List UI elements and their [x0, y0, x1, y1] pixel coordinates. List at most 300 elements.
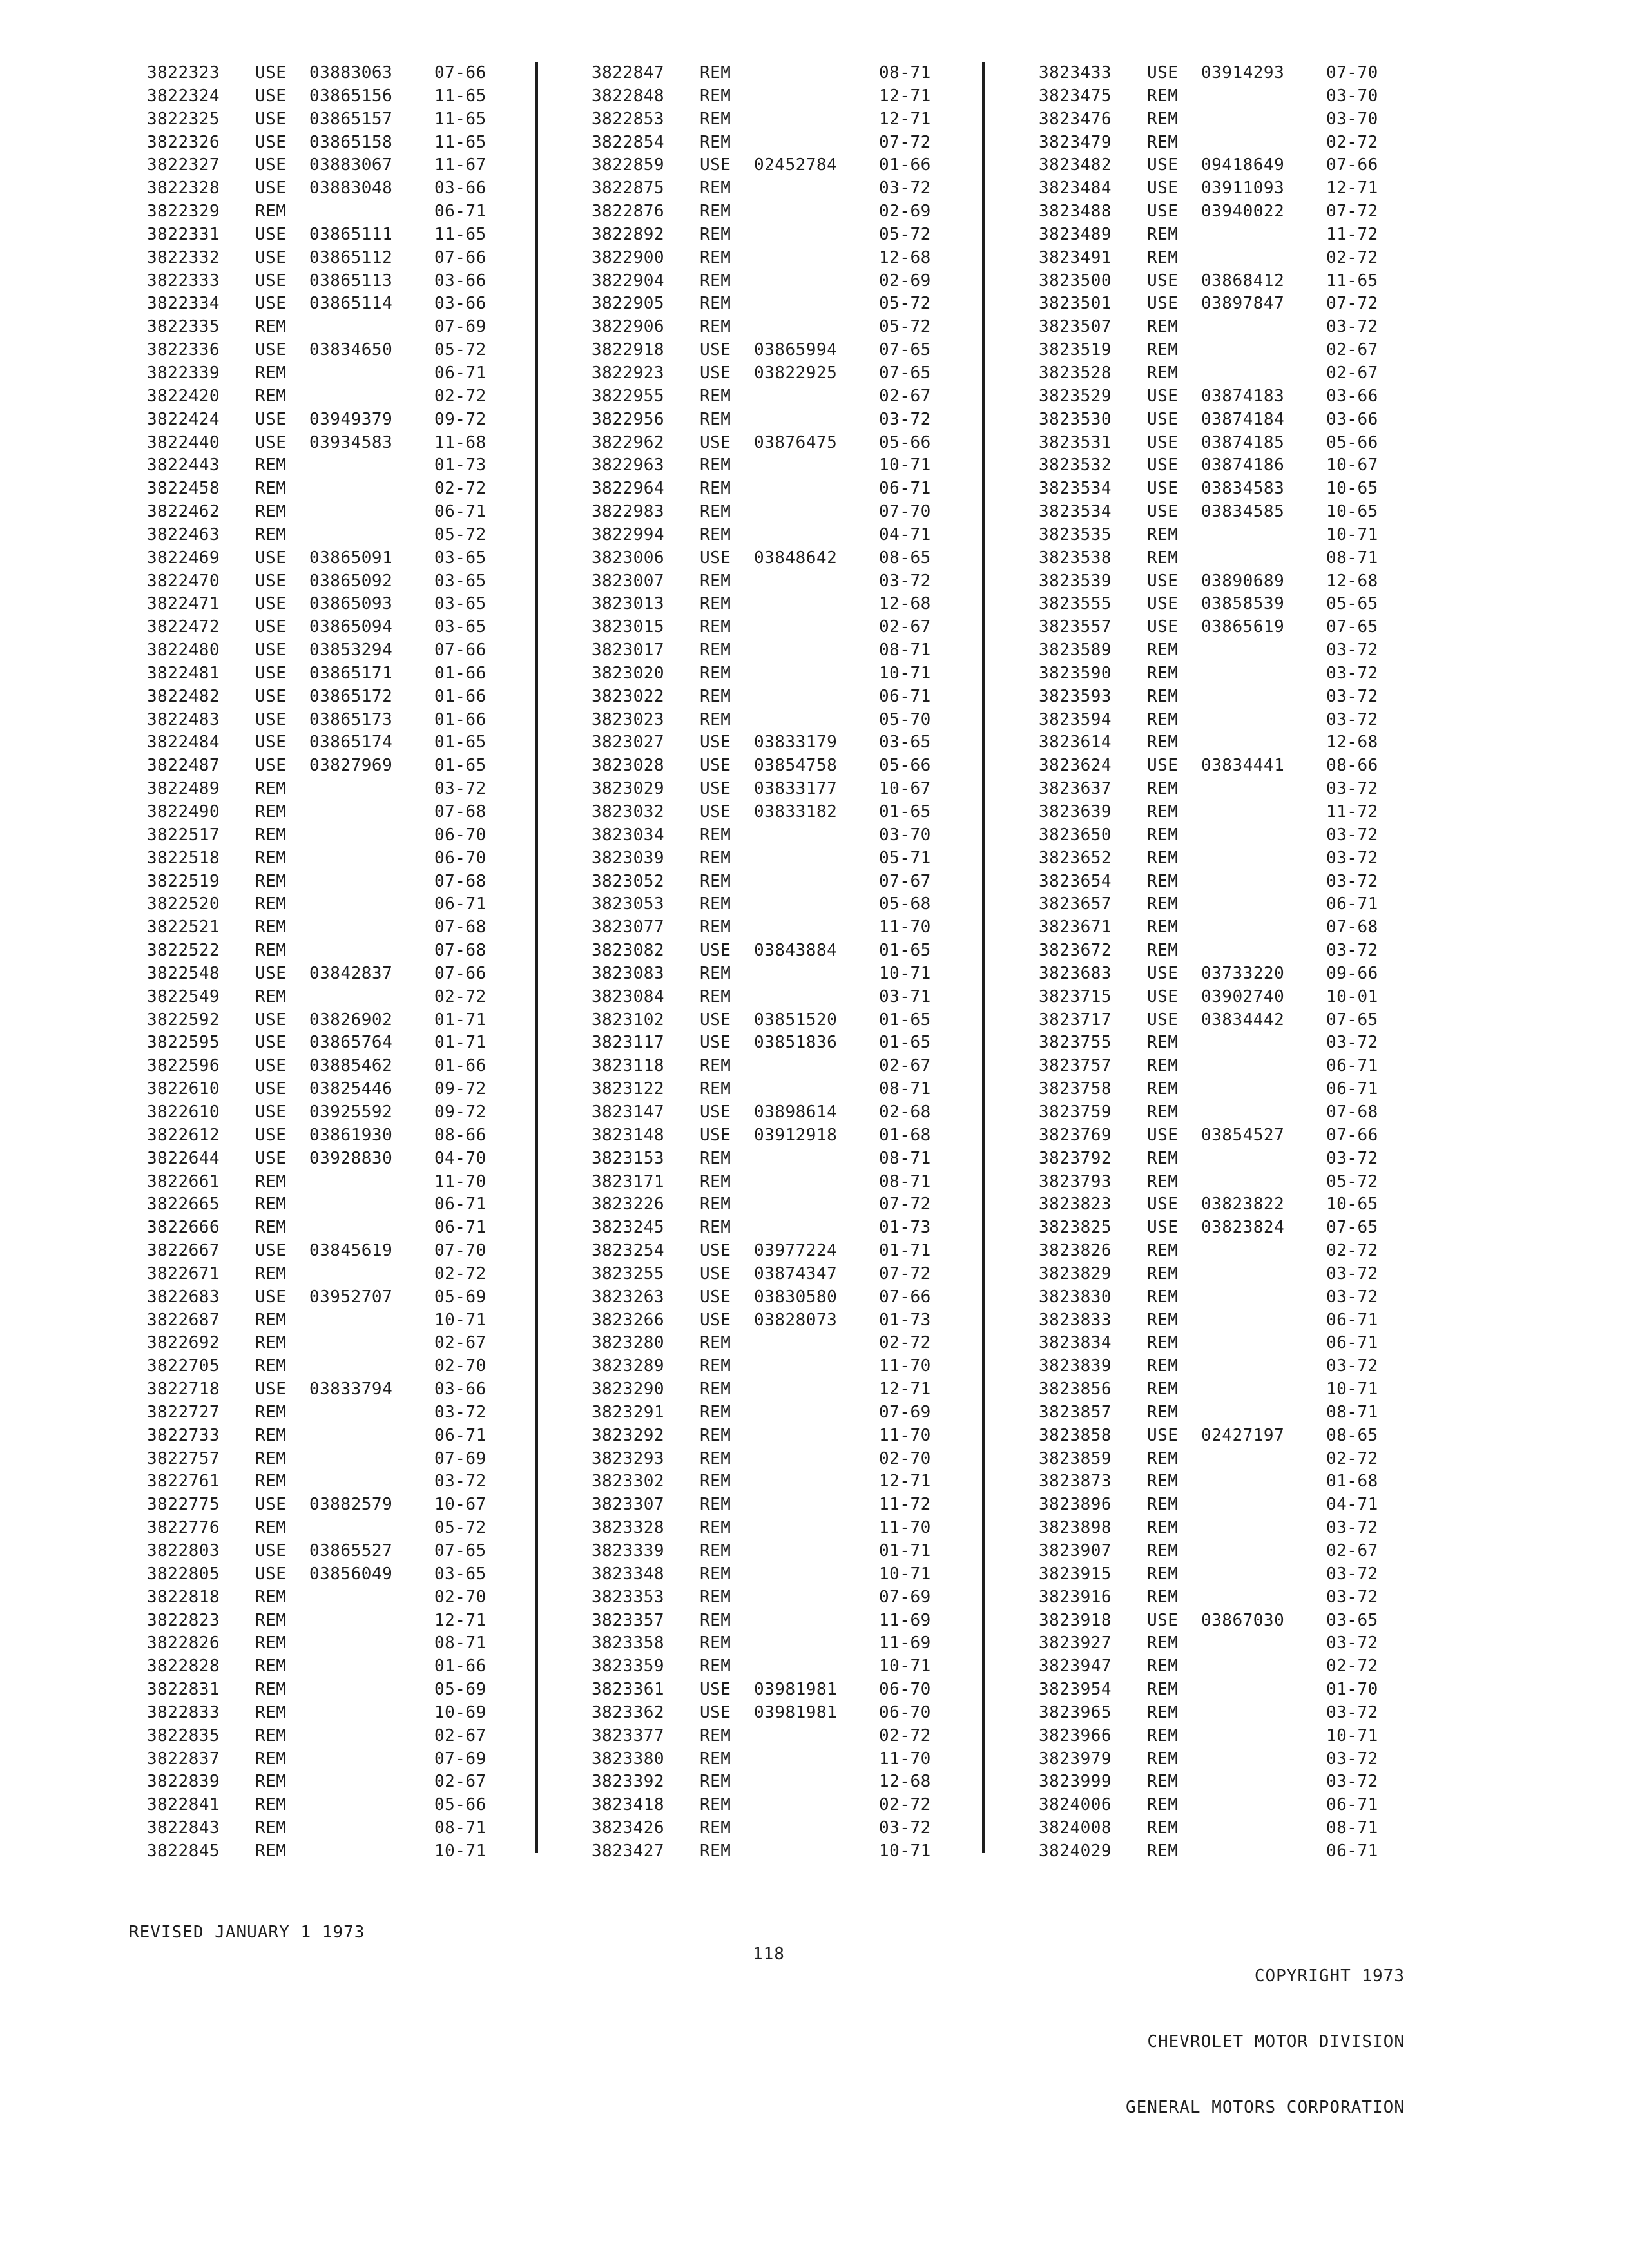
part-number: 3822757: [147, 1448, 220, 1468]
part-number: 3822859: [592, 155, 665, 175]
date-code: 08-71: [879, 1171, 931, 1191]
part-number: 3823671: [1039, 918, 1112, 937]
replacement-part: 03833182: [754, 802, 838, 822]
action-code: USE: [1147, 479, 1179, 499]
part-number: 3823947: [1039, 1657, 1112, 1677]
part-number: 3822458: [147, 479, 220, 499]
date-code: 03-72: [1326, 871, 1378, 891]
date-code: 04-71: [879, 524, 931, 544]
part-number: 3823433: [1039, 63, 1112, 82]
table-row: [1039, 1309, 1412, 1332]
table-row: [592, 154, 965, 177]
action-code: REM: [700, 132, 731, 152]
table-row: [147, 293, 521, 316]
date-code: 07-69: [434, 317, 487, 337]
action-code: REM: [255, 202, 287, 222]
action-code: USE: [255, 340, 287, 360]
date-code: 02-72: [434, 1264, 487, 1283]
action-code: USE: [1147, 178, 1179, 198]
date-code: 10-71: [1326, 1725, 1378, 1745]
date-code: 06-71: [879, 686, 931, 706]
replacement-part: 03834585: [1201, 502, 1285, 522]
part-number: 3823528: [1039, 363, 1112, 383]
date-code: 10-67: [434, 1495, 487, 1515]
part-number: 3822612: [147, 1125, 220, 1145]
date-code: 08-71: [1326, 1402, 1378, 1422]
date-code: 03-65: [879, 733, 931, 753]
date-code: 08-65: [1326, 1425, 1378, 1445]
date-code: 05-72: [434, 1518, 487, 1538]
action-code: REM: [700, 1356, 731, 1376]
action-code: USE: [1147, 617, 1179, 637]
action-code: REM: [700, 963, 731, 983]
action-code: REM: [1147, 733, 1179, 753]
action-code: USE: [700, 548, 731, 568]
action-code: REM: [1147, 524, 1179, 544]
part-number: 3822983: [592, 502, 665, 522]
date-code: 02-70: [434, 1587, 487, 1607]
table-row: [147, 1401, 521, 1425]
part-number: 3823254: [592, 1241, 665, 1261]
replacement-part: 03865619: [1201, 617, 1285, 637]
action-code: REM: [255, 456, 287, 476]
replacement-part: 03733220: [1201, 963, 1285, 983]
date-code: 07-65: [434, 1541, 487, 1561]
action-code: REM: [700, 825, 731, 845]
date-code: 06-70: [879, 1702, 931, 1722]
action-code: REM: [700, 1333, 731, 1353]
date-code: 08-66: [1326, 756, 1378, 776]
part-number: 3823357: [592, 1610, 665, 1630]
table-row: [147, 316, 521, 339]
action-code: REM: [1147, 1033, 1179, 1053]
date-code: 02-67: [879, 617, 931, 637]
part-number: 3823966: [1039, 1725, 1112, 1745]
action-code: REM: [1147, 894, 1179, 914]
table-row: [592, 1078, 965, 1101]
action-code: REM: [255, 1749, 287, 1769]
replacement-part: 03833794: [309, 1379, 393, 1399]
part-number: 3822443: [147, 456, 220, 476]
action-code: REM: [255, 1310, 287, 1330]
date-code: 10-71: [434, 1310, 487, 1330]
date-code: 02-69: [879, 202, 931, 222]
date-code: 06-71: [1326, 1079, 1378, 1099]
part-number: 3822666: [147, 1218, 220, 1238]
action-code: REM: [1147, 340, 1179, 360]
table-row: [592, 1332, 965, 1355]
part-number: 3823916: [1039, 1587, 1112, 1607]
action-code: REM: [255, 1195, 287, 1215]
action-code: REM: [700, 1056, 731, 1076]
table-row: [1039, 1378, 1412, 1401]
action-code: REM: [1147, 918, 1179, 937]
table-row: [1039, 916, 1412, 939]
action-code: USE: [1147, 456, 1179, 476]
table-row: [1039, 1101, 1412, 1124]
replacement-part: 03865091: [309, 548, 393, 568]
table-row: [592, 1309, 965, 1332]
action-code: USE: [700, 155, 731, 175]
part-number: 3822876: [592, 202, 665, 222]
action-code: USE: [1147, 1010, 1179, 1030]
part-number: 3822761: [147, 1472, 220, 1492]
part-number: 3822848: [592, 86, 665, 106]
date-code: 07-68: [1326, 918, 1378, 937]
part-number: 3822471: [147, 594, 220, 614]
date-code: 02-72: [434, 986, 487, 1006]
action-code: USE: [255, 1010, 287, 1030]
action-code: REM: [700, 1518, 731, 1538]
table-row: [592, 593, 965, 616]
date-code: 02-70: [434, 1356, 487, 1376]
table-row: [1039, 893, 1412, 916]
action-code: REM: [1147, 825, 1179, 845]
date-code: 02-70: [879, 1448, 931, 1468]
date-code: 10-71: [434, 1841, 487, 1861]
action-code: REM: [700, 1195, 731, 1215]
table-row: [592, 893, 965, 916]
table-row: [147, 1494, 521, 1517]
table-row: [147, 1101, 521, 1124]
corporation-line: GENERAL MOTORS CORPORATION: [1126, 2098, 1405, 2117]
table-row: [147, 824, 521, 847]
part-number: 3823589: [1039, 640, 1112, 660]
table-row: [592, 616, 965, 639]
table-row: [1039, 547, 1412, 570]
action-code: REM: [1147, 1587, 1179, 1607]
table-row: [147, 1840, 521, 1863]
part-number: 3822826: [147, 1633, 220, 1653]
date-code: 11-72: [1326, 224, 1378, 244]
action-code: USE: [1147, 294, 1179, 314]
action-code: REM: [255, 1610, 287, 1630]
part-number: 3823534: [1039, 479, 1112, 499]
part-number: 3822596: [147, 1056, 220, 1076]
part-number: 3822329: [147, 202, 220, 222]
action-code: USE: [255, 548, 287, 568]
replacement-part: 03883048: [309, 178, 393, 198]
date-code: 07-65: [879, 363, 931, 383]
action-code: USE: [255, 1379, 287, 1399]
action-code: REM: [700, 1564, 731, 1584]
action-code: USE: [700, 733, 731, 753]
action-code: REM: [1147, 1333, 1179, 1353]
part-number: 3822323: [147, 63, 220, 82]
action-code: USE: [700, 1264, 731, 1283]
date-code: 10-71: [879, 963, 931, 983]
part-number: 3823825: [1039, 1218, 1112, 1238]
part-number: 3823266: [592, 1310, 665, 1330]
date-code: 03-72: [434, 1472, 487, 1492]
part-number: 3822904: [592, 271, 665, 291]
action-code: REM: [1147, 1541, 1179, 1561]
action-code: USE: [255, 132, 287, 152]
table-row: [147, 893, 521, 916]
date-code: 01-65: [434, 733, 487, 753]
part-number: 3822332: [147, 247, 220, 267]
table-row: [592, 1563, 965, 1586]
table-row: [592, 916, 965, 939]
table-row: [592, 200, 965, 224]
table-row: [1039, 85, 1412, 108]
replacement-part: 03865156: [309, 86, 393, 106]
part-number: 3823117: [592, 1033, 665, 1053]
table-row: [1039, 801, 1412, 824]
table-row: [147, 686, 521, 709]
action-code: REM: [700, 63, 731, 82]
table-row: [592, 801, 965, 824]
table-row: [147, 731, 521, 754]
part-number: 3822481: [147, 663, 220, 683]
part-number: 3823290: [592, 1379, 665, 1399]
date-code: 05-69: [434, 1680, 487, 1700]
action-code: REM: [700, 224, 731, 244]
date-code: 03-72: [1326, 663, 1378, 683]
table-row: [1039, 616, 1412, 639]
action-code: REM: [255, 363, 287, 383]
date-code: 03-66: [434, 271, 487, 291]
replacement-part: 03842837: [309, 963, 393, 983]
part-number: 3823426: [592, 1818, 665, 1838]
action-code: USE: [700, 1125, 731, 1145]
table-row: [592, 293, 965, 316]
date-code: 03-72: [1326, 1148, 1378, 1168]
table-row: [1039, 1401, 1412, 1425]
action-code: REM: [1147, 871, 1179, 891]
part-number: 3823529: [1039, 386, 1112, 406]
part-number: 3823022: [592, 686, 665, 706]
replacement-part: 03823822: [1201, 1195, 1285, 1215]
table-row: [592, 1494, 965, 1517]
date-code: 08-71: [879, 1079, 931, 1099]
table-row: [1039, 1725, 1412, 1748]
table-row: [1039, 939, 1412, 963]
part-number: 3822900: [592, 247, 665, 267]
part-number: 3822843: [147, 1818, 220, 1838]
action-code: USE: [1147, 1425, 1179, 1445]
replacement-part: 03858539: [1201, 594, 1285, 614]
date-code: 10-01: [1326, 986, 1378, 1006]
replacement-part: 03865527: [309, 1541, 393, 1561]
date-code: 11-65: [1326, 271, 1378, 291]
replacement-part: 03882579: [309, 1495, 393, 1515]
table-row: [592, 847, 965, 870]
part-number: 3822918: [592, 340, 665, 360]
date-code: 03-72: [1326, 1356, 1378, 1376]
part-number: 3823488: [1039, 202, 1112, 222]
action-code: USE: [255, 409, 287, 429]
action-code: REM: [700, 1079, 731, 1099]
action-code: USE: [1147, 63, 1179, 82]
table-row: [592, 1378, 965, 1401]
part-number: 3823226: [592, 1195, 665, 1215]
action-code: USE: [700, 340, 731, 360]
action-code: REM: [1147, 686, 1179, 706]
table-row: [147, 1078, 521, 1101]
date-code: 11-70: [879, 1749, 931, 1769]
table-row: [592, 1101, 965, 1124]
table-row: [592, 247, 965, 270]
table-row: [147, 1032, 521, 1055]
action-code: USE: [700, 756, 731, 776]
date-code: 07-69: [879, 1402, 931, 1422]
table-row: [592, 385, 965, 408]
action-code: USE: [1147, 202, 1179, 222]
date-code: 07-68: [434, 941, 487, 961]
part-number: 3823377: [592, 1725, 665, 1745]
date-code: 11-70: [879, 1425, 931, 1445]
replacement-part: 03834650: [309, 340, 393, 360]
table-row: [147, 1425, 521, 1448]
date-code: 05-68: [879, 894, 931, 914]
date-code: 01-65: [879, 1033, 931, 1053]
action-code: USE: [700, 941, 731, 961]
date-code: 08-71: [1326, 1818, 1378, 1838]
date-code: 03-72: [1326, 1518, 1378, 1538]
parts-column-3: [1039, 62, 1412, 1863]
table-row: [147, 1678, 521, 1702]
date-code: 03-72: [1326, 779, 1378, 799]
date-code: 01-71: [434, 1010, 487, 1030]
part-number: 3822956: [592, 409, 665, 429]
date-code: 08-71: [879, 1148, 931, 1168]
part-number: 3822661: [147, 1171, 220, 1191]
part-number: 3823652: [1039, 848, 1112, 868]
date-code: 07-72: [1326, 202, 1378, 222]
date-code: 07-69: [434, 1448, 487, 1468]
column-divider: [535, 62, 538, 1853]
part-number: 3823082: [592, 941, 665, 961]
part-number: 3823792: [1039, 1148, 1112, 1168]
replacement-part: 03874347: [754, 1264, 838, 1283]
date-code: 07-66: [434, 963, 487, 983]
date-code: 07-72: [879, 1195, 931, 1215]
part-number: 3823476: [1039, 109, 1112, 129]
part-number: 3822420: [147, 386, 220, 406]
part-number: 3822994: [592, 524, 665, 544]
part-number: 3823639: [1039, 802, 1112, 822]
table-row: [592, 1610, 965, 1633]
table-row: [592, 270, 965, 293]
date-code: 07-70: [1326, 63, 1378, 82]
replacement-part: 03828073: [754, 1310, 838, 1330]
replacement-part: 03865094: [309, 617, 393, 637]
replacement-part: 03853294: [309, 640, 393, 660]
date-code: 03-72: [879, 178, 931, 198]
table-row: [592, 1817, 965, 1840]
part-number: 3822875: [592, 178, 665, 198]
table-row: [592, 731, 965, 754]
action-code: USE: [255, 271, 287, 291]
table-row: [147, 1355, 521, 1378]
table-row: [147, 1216, 521, 1240]
table-row: [147, 1655, 521, 1678]
part-number: 3823418: [592, 1795, 665, 1815]
date-code: 03-65: [434, 617, 487, 637]
action-code: USE: [700, 1287, 731, 1307]
action-code: REM: [700, 918, 731, 937]
action-code: REM: [1147, 363, 1179, 383]
date-code: 03-72: [1326, 1702, 1378, 1722]
replacement-part: 03865994: [754, 340, 838, 360]
date-code: 11-72: [1326, 802, 1378, 822]
replacement-part: 03890689: [1201, 571, 1285, 591]
date-code: 12-68: [879, 594, 931, 614]
date-code: 02-67: [434, 1725, 487, 1745]
table-row: [147, 1309, 521, 1332]
part-number: 3823507: [1039, 317, 1112, 337]
table-row: [592, 85, 965, 108]
date-code: 12-68: [1326, 733, 1378, 753]
table-row: [147, 1332, 521, 1355]
date-code: 07-66: [434, 63, 487, 82]
part-number: 3822853: [592, 109, 665, 129]
column-divider: [982, 62, 985, 1853]
date-code: 03-72: [1326, 1772, 1378, 1792]
action-code: REM: [700, 1448, 731, 1468]
table-row: [592, 1702, 965, 1725]
part-number: 3822328: [147, 178, 220, 198]
table-row: [592, 1216, 965, 1240]
part-number: 3823823: [1039, 1195, 1112, 1215]
part-number: 3822519: [147, 871, 220, 891]
action-code: USE: [255, 617, 287, 637]
action-code: REM: [700, 686, 731, 706]
table-row: [1039, 870, 1412, 894]
date-code: 11-70: [879, 1518, 931, 1538]
division-line: CHEVROLET MOTOR DIVISION: [1147, 2032, 1405, 2052]
action-code: REM: [1147, 663, 1179, 683]
action-code: REM: [1147, 109, 1179, 129]
action-code: USE: [255, 594, 287, 614]
table-row: [147, 477, 521, 501]
date-code: 08-71: [434, 1633, 487, 1653]
action-code: REM: [700, 709, 731, 729]
part-number: 3822424: [147, 409, 220, 429]
date-code: 08-71: [879, 640, 931, 660]
action-code: USE: [255, 1564, 287, 1584]
date-code: 12-71: [879, 1379, 931, 1399]
action-code: REM: [700, 524, 731, 544]
action-code: REM: [1147, 1702, 1179, 1722]
part-number: 3823255: [592, 1264, 665, 1283]
table-row: [592, 177, 965, 200]
action-code: USE: [255, 1287, 287, 1307]
date-code: 10-67: [1326, 456, 1378, 476]
table-row: [147, 870, 521, 894]
action-code: USE: [255, 63, 287, 82]
table-row: [1039, 154, 1412, 177]
table-row: [1039, 1702, 1412, 1725]
date-code: 08-71: [1326, 548, 1378, 568]
replacement-part: 03865172: [309, 686, 393, 706]
table-row: [1039, 1563, 1412, 1586]
date-code: 05-72: [434, 340, 487, 360]
part-number: 3823531: [1039, 432, 1112, 452]
table-row: [1039, 1494, 1412, 1517]
date-code: 03-72: [1326, 1587, 1378, 1607]
part-number: 3822733: [147, 1425, 220, 1445]
part-number: 3823039: [592, 848, 665, 868]
action-code: USE: [700, 779, 731, 799]
table-row: [1039, 778, 1412, 801]
table-row: [147, 362, 521, 385]
part-number: 3823793: [1039, 1171, 1112, 1191]
action-code: REM: [700, 409, 731, 429]
part-number: 3822964: [592, 479, 665, 499]
date-code: 01-73: [879, 1218, 931, 1238]
